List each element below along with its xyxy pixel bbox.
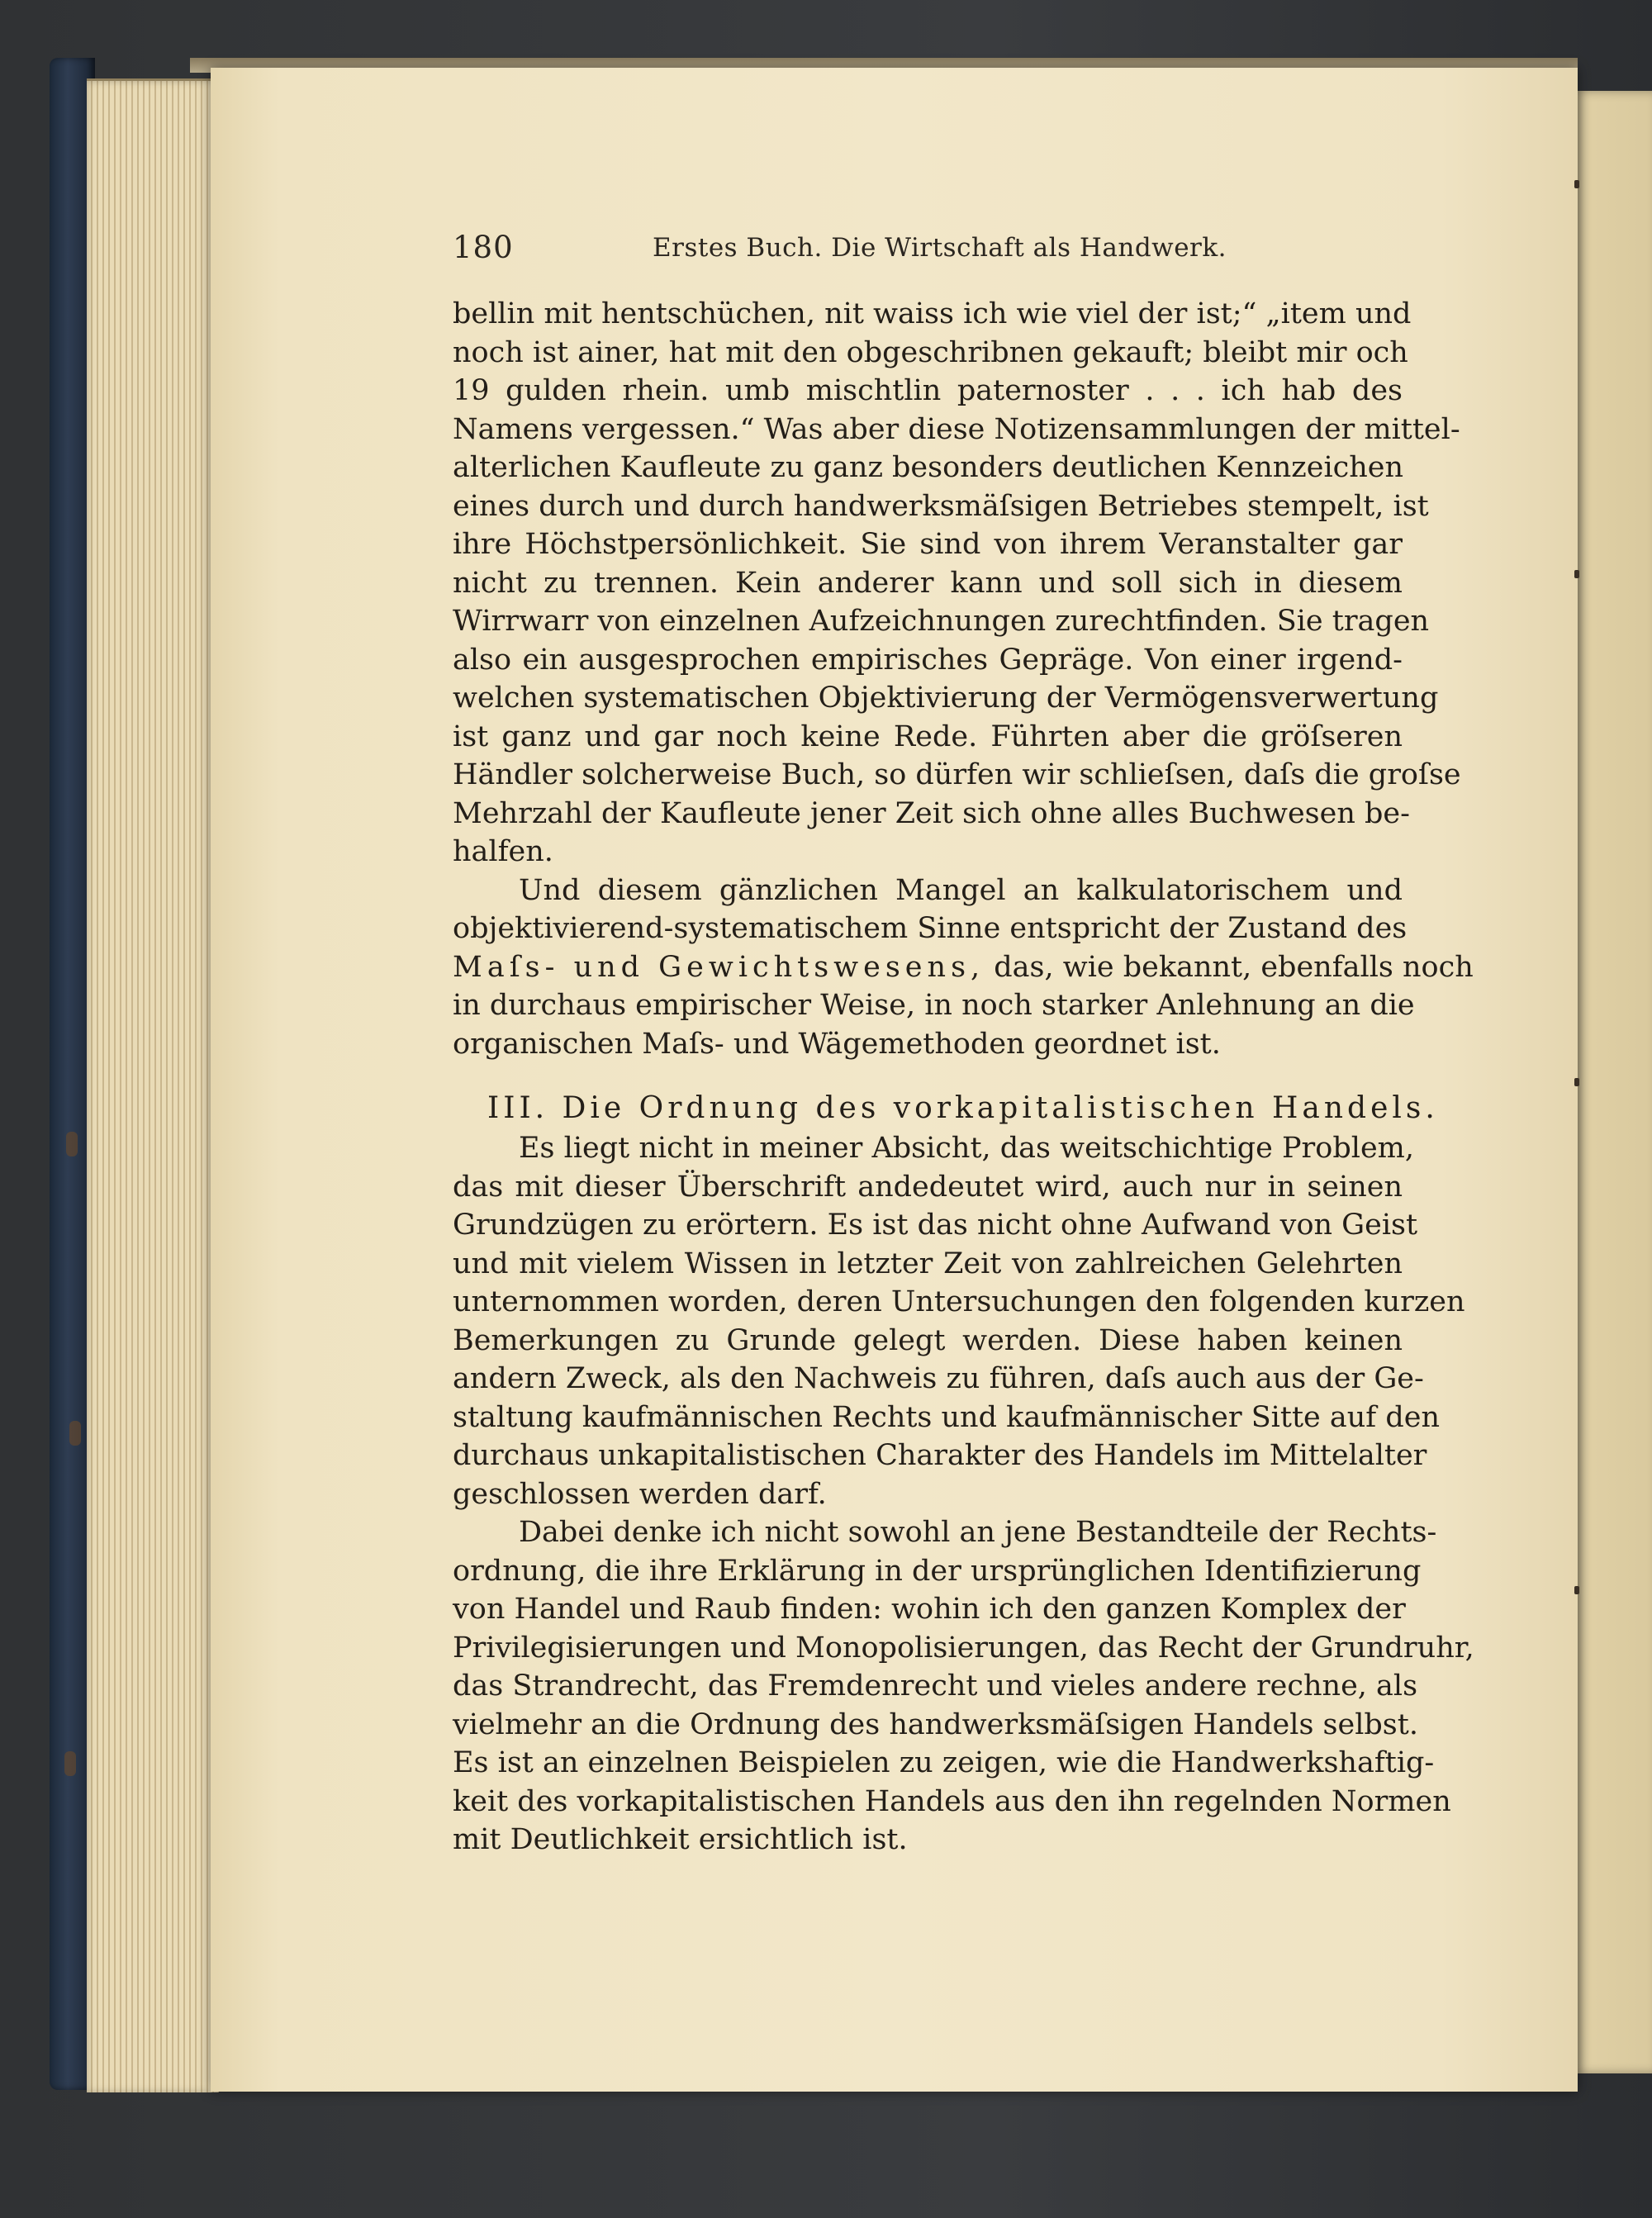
text-line: Privilegisierungen und Monopolisierungen, das Recht der Grundruhr,: [453, 1631, 1474, 1665]
text-line: Wirrwarr von einzelnen Aufzeichnungen zurechtfinden. Sie tragen: [453, 605, 1430, 638]
text-line: vielmehr an die Ordnung des handwerksmäſsigen Handels selbst.: [453, 1707, 1418, 1741]
text-line: mit Deutlichkeit ersichtlich ist.: [453, 1823, 908, 1856]
text-line: in durchaus empirischer Weise, in noch starker Anlehnung an die: [453, 989, 1415, 1022]
binding-wear-mark: [66, 1132, 78, 1156]
text-line: von Handel und Raub finden: wohin ich den ganzen Komplex der: [453, 1593, 1406, 1626]
text-line: Und diesem gänzlichen Mangel an kalkulatorischem und: [519, 873, 1403, 907]
text-line: das mit dieser Überschrift andedeutet wird, auch nur in seinen: [453, 1170, 1403, 1204]
text-line: welchen systematischen Objektivierung der Vermögensverwertung: [453, 682, 1439, 715]
text-line: Bemerkungen zu Grunde gelegt werden. Diese haben keinen: [453, 1323, 1403, 1357]
text-line: eines durch und durch handwerksmäſsigen Betriebes stempelt, ist: [453, 489, 1429, 523]
running-head: [453, 230, 1227, 271]
margin-mark: [1574, 1078, 1579, 1086]
text-line: keit des vorkapitalistischen Handels aus den ihn regelnden Normen: [453, 1784, 1451, 1818]
binding-wear-mark: [64, 1751, 76, 1776]
text-line: Es ist an einzelnen Beispielen zu zeigen, wie die Handwerkshaftig-: [453, 1746, 1435, 1779]
page-stack-edges: [87, 78, 219, 2092]
paragraph-2: [453, 872, 1474, 1064]
text-line: und mit vielem Wissen in letzter Zeit von zahlreichen Gelehrten: [453, 1247, 1403, 1280]
text-line: [453, 948, 1474, 987]
text-line: alterlichen Kaufleute zu ganz besonders deutlichen Kennzeichen: [453, 451, 1404, 484]
text-line: noch ist ainer, hat mit den obgeschribnen gekauft; bleibt mir och: [453, 335, 1408, 369]
page-body: [453, 295, 1474, 1859]
text-line: das Strandrecht, das Fremdenrecht und vieles andere rechne, als: [453, 1669, 1418, 1703]
text-line: Händler solcherweise Buch, so dürfen wir schlieſsen, daſs die groſse: [453, 758, 1461, 791]
margin-mark: [1574, 570, 1579, 578]
text-line: Es liegt nicht in meiner Absicht, das weitschichtige Problem,: [519, 1132, 1414, 1165]
text-line: durchaus unkapitalistischen Charakter des Handels im Mittelalter: [453, 1439, 1427, 1472]
section-spacer: [453, 1063, 1403, 1088]
text-fragment: das, wie bekannt, ebenfalls noch: [985, 950, 1474, 984]
binding-wear-mark: [69, 1421, 81, 1446]
emphasized-term: Maſs- und Gewichtswesens,: [453, 950, 985, 984]
text-line: ist ganz und gar noch keine Rede. Führten aber die gröſseren: [453, 720, 1403, 753]
running-title: Erstes Buch. Die Wirtschaft als Handwerk.: [653, 233, 1227, 263]
text-line: Mehrzahl der Kaufleute jener Zeit sich ohne alles Buchwesen be-: [453, 796, 1410, 830]
text-line: Namens vergessen.“ Was aber diese Notizensammlungen der mittel-: [453, 412, 1460, 446]
text-line: 19 gulden rhein. umb mischtlin paternoster . . . ich hab des: [453, 374, 1403, 407]
paragraph-4: [453, 1513, 1474, 1859]
text-line: ordnung, die ihre Erklärung in der ursprünglichen Identifizierung: [453, 1554, 1422, 1588]
text-line: geschlossen werden darf.: [453, 1477, 827, 1511]
margin-mark: [1574, 180, 1579, 188]
text-line: objektivierend-systematischem Sinne entspricht der Zustand des: [453, 912, 1408, 945]
text-line: ihre Höchstpersönlichkeit. Sie sind von ihrem Veranstalter gar: [453, 528, 1403, 561]
margin-mark: [1574, 1586, 1579, 1594]
page-number: 180: [453, 230, 514, 265]
section-heading: III. Die Ordnung des vorkapitalistischen Handels.: [487, 1091, 1439, 1125]
facing-page-edge: [1574, 91, 1652, 2073]
text-line: bellin mit hentschüchen, nit waiss ich wie viel der ist;“ „item und: [453, 297, 1412, 330]
text-line: nicht zu trennen. Kein anderer kann und soll sich in diesem: [453, 566, 1403, 600]
paragraph-1: [453, 295, 1461, 872]
text-line: organischen Maſs- und Wägemethoden geordnet ist.: [453, 1027, 1221, 1061]
text-line: halfen.: [453, 835, 553, 868]
text-line: Dabei denke ich nicht sowohl an jene Bestandteile der Rechts-: [519, 1516, 1437, 1549]
text-line: Grundzügen zu erörtern. Es ist das nicht ohne Aufwand von Geist: [453, 1209, 1418, 1242]
text-line: andern Zweck, als den Nachweis zu führen, daſs auch aus der Ge-: [453, 1362, 1424, 1395]
text-line: staltung kaufmännischen Rechts und kaufmännischer Sitte auf den: [453, 1400, 1440, 1434]
text-line: unternommen worden, deren Untersuchungen den folgenden kurzen: [453, 1285, 1465, 1318]
paragraph-3: [453, 1129, 1465, 1513]
text-line: also ein ausgesprochen empirisches Gepräge. Von einer irgend-: [453, 643, 1403, 677]
